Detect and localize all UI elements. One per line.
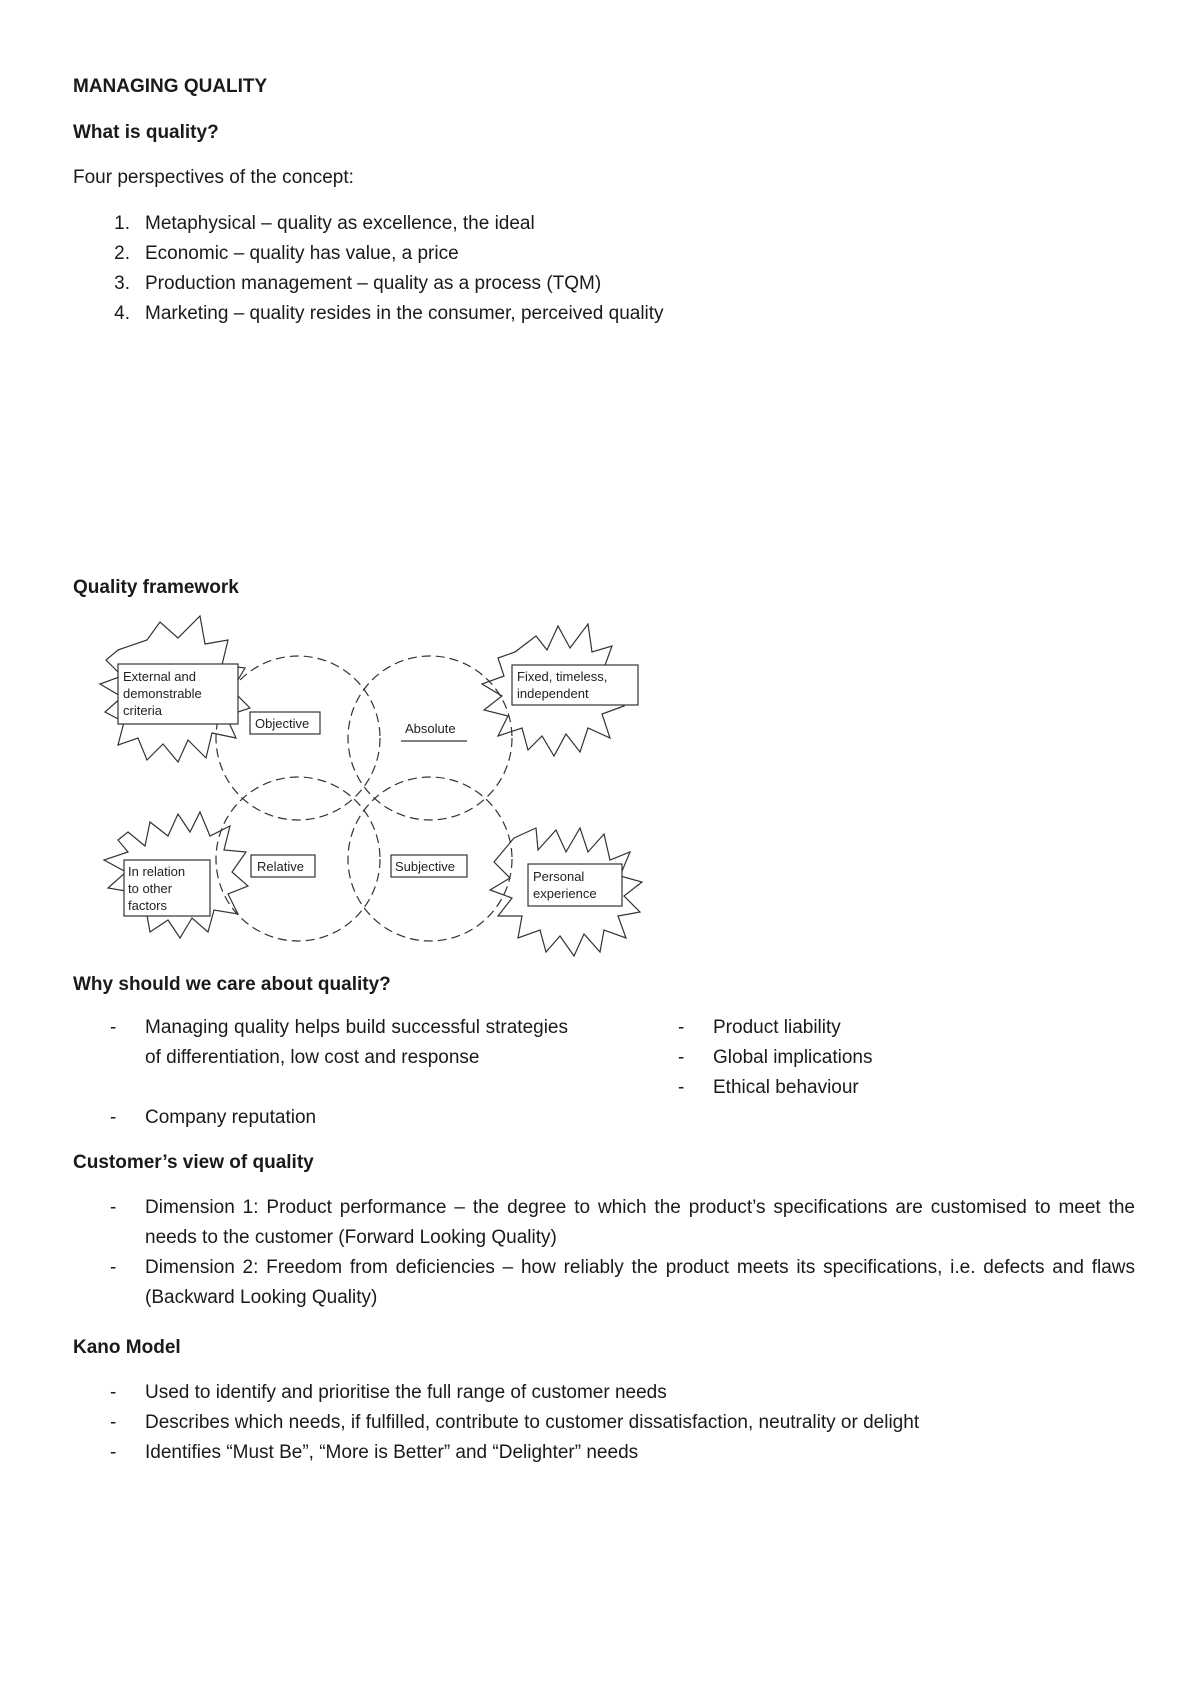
burst-top-right-line2: independent: [517, 686, 589, 701]
list-item: Managing quality helps build successful strategies of differentiation, low cost and response: [145, 1017, 568, 1068]
burst-top-left-line2: demonstrable: [123, 686, 202, 701]
burst-bottom-right-line1: Personal: [533, 869, 585, 884]
bullet-dash: -: [110, 1442, 117, 1463]
burst-top-right-line1: Fixed, timeless,: [517, 669, 608, 684]
bullet-dash: -: [110, 1382, 117, 1403]
list-item: Used to identify and prioritise the full range of customer needs: [145, 1382, 667, 1403]
bullet-dash: -: [110, 1107, 117, 1128]
circle-label-objective: Objective: [255, 716, 310, 731]
list-item: Dimension 1: Product performance – the degree to which the product’s specifications are customised to meet the needs to the customer (Forward Looking Quality): [145, 1197, 1135, 1248]
bullet-dash: -: [678, 1047, 685, 1068]
list-item: Marketing – quality resides in the consumer, perceived quality: [145, 303, 664, 324]
list-item: Product liability: [713, 1017, 841, 1038]
list-item: Ethical behaviour: [713, 1077, 859, 1098]
circle-label-subjective: Subjective: [395, 859, 455, 874]
bullet-dash: -: [678, 1017, 685, 1038]
circle-label-absolute: Absolute: [405, 721, 456, 736]
burst-bottom-right-line2: experience: [533, 886, 597, 901]
list-item: Company reputation: [145, 1107, 317, 1128]
page-title: MANAGING QUALITY: [73, 76, 268, 97]
burst-top-left-line1: External and: [123, 669, 196, 684]
bullet-dash: -: [110, 1412, 117, 1433]
customer-view-heading: Customer’s view of quality: [73, 1152, 314, 1173]
list-item: Identifies “Must Be”, “More is Better” and “Delighter” needs: [145, 1442, 639, 1463]
list-item-number: 3.: [114, 273, 130, 294]
list-item: Global implications: [713, 1047, 873, 1068]
circle-label-relative: Relative: [257, 859, 304, 874]
list-item: Metaphysical – quality as excellence, the ideal: [145, 213, 535, 234]
perspectives-intro: Four perspectives of the concept:: [73, 167, 354, 188]
list-item: Describes which needs, if fulfilled, contribute to customer dissatisfaction, neutrality or delight: [145, 1412, 920, 1433]
burst-bottom-left-line3: factors: [128, 898, 168, 913]
burst-bottom-left-line2: to other: [128, 881, 173, 896]
bullet-dash: -: [110, 1017, 117, 1038]
list-item-number: 2.: [114, 243, 130, 264]
list-item-number: 4.: [114, 303, 130, 324]
why-care-heading: Why should we care about quality?: [73, 974, 391, 995]
list-item-number: 1.: [114, 213, 130, 234]
burst-top-left-line3: criteria: [123, 703, 163, 718]
list-item: Production management – quality as a process (TQM): [145, 273, 602, 294]
list-item: Economic – quality has value, a price: [145, 243, 459, 264]
what-is-quality-heading: What is quality?: [73, 122, 219, 143]
bullet-dash: -: [110, 1197, 117, 1218]
circle-objective: [216, 656, 380, 820]
list-item: Dimension 2: Freedom from deficiencies – how reliably the product meets its specifications, i.e. defects and flaws (Backward Looking Quality): [145, 1257, 1135, 1308]
burst-bottom-left-line1: In relation: [128, 864, 186, 879]
quality-framework-heading: Quality framework: [73, 577, 239, 598]
bullet-dash: -: [110, 1257, 117, 1278]
kano-model-heading: Kano Model: [73, 1337, 181, 1358]
bullet-dash: -: [678, 1077, 685, 1098]
